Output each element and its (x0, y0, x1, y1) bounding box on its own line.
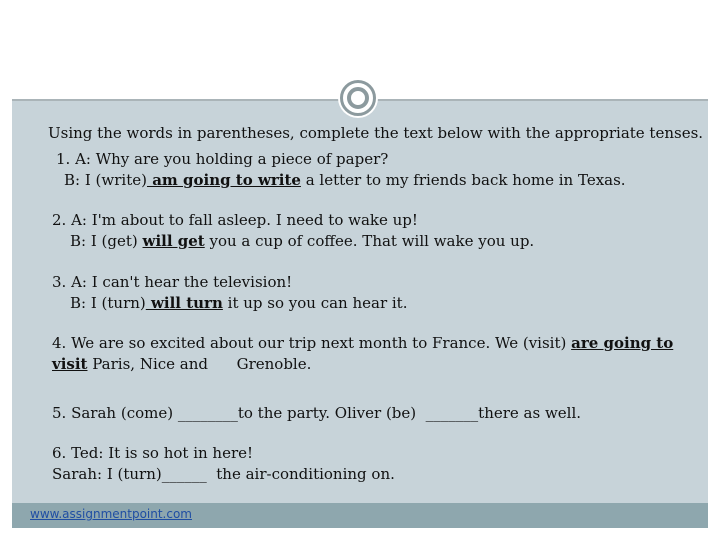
q4-answer-part2: visit (52, 355, 88, 373)
q3-answer: will turn (145, 294, 223, 312)
q3-rest: it up so you can hear it. (222, 294, 408, 312)
footer-website-link[interactable]: www.assignmentpoint.com (30, 507, 192, 521)
q1-question: 1. A: Why are you holding a piece of paper? (56, 150, 389, 168)
instruction-text: Using the words in parentheses, complete the text below with the appropriate tenses. (48, 124, 704, 142)
q2-prompt: B: I (get) (70, 232, 143, 250)
q2-question: 2. A: I'm about to fall asleep. I need to wake up! (52, 211, 418, 229)
q2-answer: will get (142, 232, 205, 250)
q4-rest: Paris, Nice and Grenoble. (87, 355, 312, 373)
q4-text: 4. We are so excited about our trip next month to France. We (visit) (52, 334, 572, 352)
q3-answer-line (70, 294, 407, 312)
q5-text: 5. Sarah (come) ________to the party. Oliver (be) _______there as well. (52, 404, 582, 422)
q1-answer-line (64, 171, 626, 189)
q4-line1 (52, 334, 673, 352)
q6-answer-line: Sarah: I (turn)______ the air-conditioning on. (52, 465, 395, 483)
q1-answer: am going to write (146, 171, 301, 189)
q6-question: 6. Ted: It is so hot in here! (52, 444, 254, 462)
footer-band (12, 503, 708, 528)
q3-prompt: B: I (turn) (70, 294, 146, 312)
q1-prompt: B: I (write) (64, 171, 147, 189)
q4-line2 (52, 355, 311, 373)
q4-answer-part1: are going to (571, 334, 674, 352)
q2-rest: you a cup of coffee. That will wake you up. (204, 232, 535, 250)
circle-ornament-icon (340, 80, 376, 116)
q2-answer-line (70, 232, 534, 250)
q1-rest: a letter to my friends back home in Texas. (300, 171, 626, 189)
q3-question: 3. A: I can't hear the television! (52, 273, 293, 291)
